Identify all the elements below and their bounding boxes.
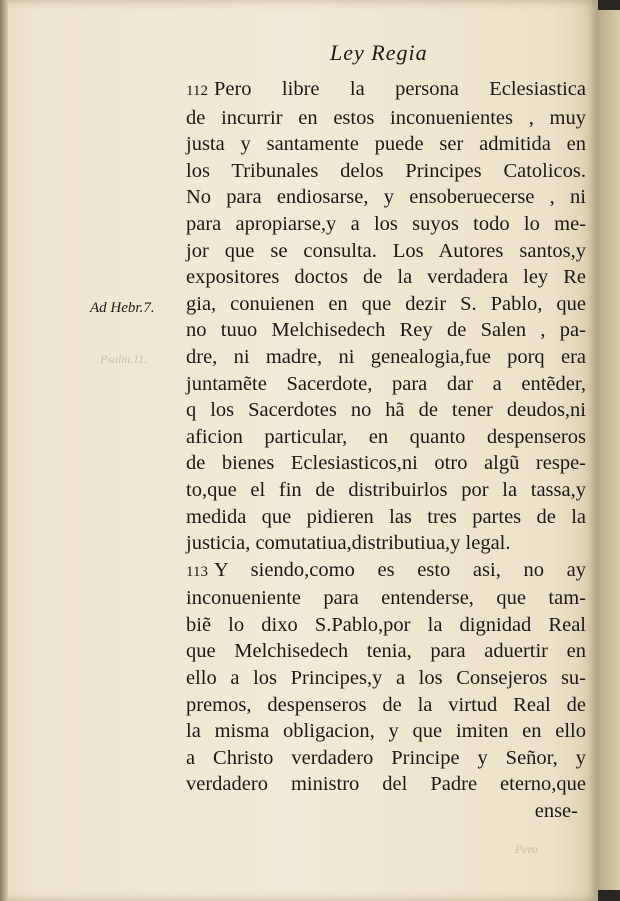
text-line: a Christo verdadero Principe y Señor, y (186, 746, 586, 769)
text-line: que Melchisedech tenia, para aduertir en (186, 640, 586, 663)
catchword: ense- (534, 800, 578, 823)
line-text: Pero libre la persona Eclesiastica (213, 78, 586, 100)
text-line: No para endiosarse, y ensoberuecerse , ni (186, 186, 586, 209)
body-text (186, 76, 586, 825)
text-line: expositores doctos de la verdadera ley Re (186, 266, 586, 289)
text-line: biẽ lo dixo S.Pablo,por la dignidad Real (186, 613, 586, 636)
text-line: jor que se consulta. Los Autores santos,y (186, 239, 586, 262)
show-through-text: Psalm.11. (100, 352, 148, 366)
text-line: premos, despenseros de la virtud Real de (186, 693, 586, 716)
text-line: inconueniente para entenderse, que tam- (186, 587, 586, 610)
text-line (186, 557, 586, 586)
text-line: de bienes Eclesiasticos,ni otro algũ respe- (186, 452, 586, 475)
paragraph-number: 113 (186, 563, 208, 580)
text-line: para apropiarse,y a los suyos todo lo me- (186, 212, 586, 235)
text-line: de incurrir en estos inconuenientes , muy (186, 106, 586, 129)
text-line: aficion particular, en quanto despenseros (186, 425, 586, 448)
text-line: ello a los Principes,y a los Consejeros su- (186, 667, 586, 690)
show-through-text: Pero (515, 842, 538, 856)
text-line: justicia, comutatiua,distributiua,y legal. (186, 532, 511, 555)
paragraph-number: 112 (186, 83, 208, 99)
running-head: Ley Regia (330, 40, 428, 65)
text-line: no tuuo Melchisedech Rey de Salen , pa- (186, 319, 586, 342)
text-line: verdadero ministro del Padre eterno,que (186, 773, 586, 796)
text-line: medida que pidieren las tres partes de la (186, 505, 586, 528)
text-line: los Tribunales delos Principes Catolicos. (186, 159, 586, 182)
text-line: juntamẽte Sacerdote, para dar a entẽder, (186, 372, 586, 395)
adjacent-page-edge (598, 10, 620, 890)
text-line: la misma obligacion, y que imiten en ello (186, 720, 586, 743)
text-line: to,que el fin de distribuirlos por la tassa,y (186, 478, 586, 501)
margin-note: Ad Hebr.7. (90, 300, 155, 316)
line-text: Y siendo,como es esto asi, no ay (213, 558, 586, 581)
page-gutter (0, 0, 8, 901)
text-line (186, 76, 586, 105)
text-line: gia, conuienen en que dezir S. Pablo, que (186, 292, 586, 315)
text-line: justa y santamente puede ser admitida en (186, 133, 586, 156)
text-line: q los Sacerdotes no hã de tener deudos,ni (186, 399, 586, 422)
text-line: dre, ni madre, ni genealogia,fue porq era (186, 345, 586, 368)
